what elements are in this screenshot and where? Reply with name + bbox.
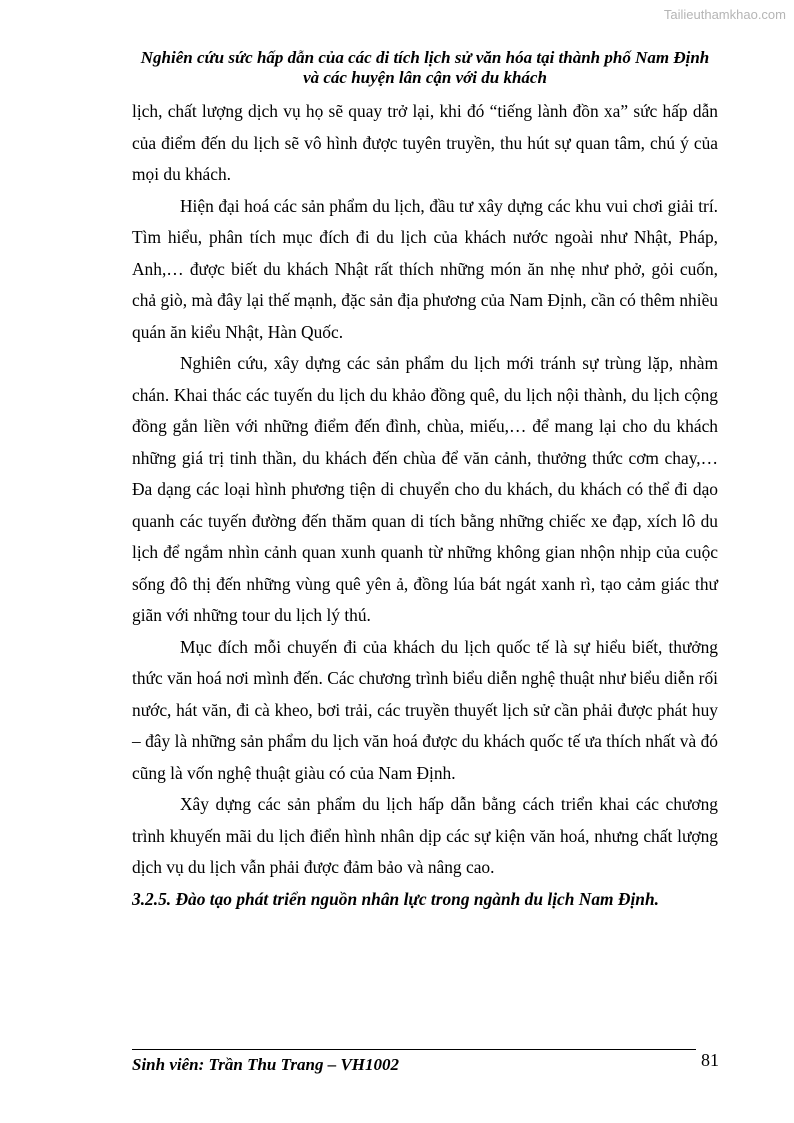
paragraph: Hiện đại hoá các sản phẩm du lịch, đầu tư xây dựng các khu vui chơi giải trí. Tìm hiểu, phân tích mục đích đi du lịch của khách nước ngoài như Nhật, Pháp, Anh,… được biết du khách Nhật rất thích những món ăn nhẹ như phở, gỏi cuốn, chả giò, mà đây lại thế mạnh, đặc sản địa phương của Nam Định, cần có thêm nhiều quán ăn kiểu Nhật, Hàn Quốc.	[132, 195, 718, 342]
section-heading: 3.2.5. Đào tạo phát triển nguồn nhân lực trong ngành du lịch Nam Định.	[132, 888, 659, 909]
document-body	[132, 96, 718, 915]
paragraph-continuation: lịch, chất lượng dịch vụ họ sẽ quay trở lại, khi đó “tiếng lành đồn xa” sức hấp dẫn của điểm đến du lịch sẽ vô hình được tuyên truyền, thu hút sự quan tâm, chú ý của mọi du khách.	[132, 101, 718, 184]
paragraph: Xây dựng các sản phẩm du lịch hấp dẫn bằng cách triển khai các chương trình khuyến mãi du lịch điển hình nhân dịp các sự kiện văn hoá, nhưng chất lượng dịch vụ du lịch vẫn phải được đảm bảo và nâng cao.	[132, 794, 718, 877]
footer-author: Sinh viên: Trần Thu Trang – VH1002	[132, 1055, 400, 1074]
footer-divider	[132, 1049, 696, 1050]
watermark: Tailieuthamkhao.com	[663, 7, 786, 22]
page-number: 81	[701, 1050, 719, 1070]
paragraph: Nghiên cứu, xây dựng các sản phẩm du lịch mới tránh sự trùng lặp, nhàm chán. Khai thác các tuyến du lịch du khảo đồng quê, du lịch nội thành, du lịch cộng đồng gắn liền với những điểm đến đình, chùa, miếu,… để mang lại cho du khách những giá trị tinh thần, du khách đến chùa để văn cảnh, thưởng thức cơm chay,… Đa dạng các loại hình phương tiện di chuyển cho du khách, du khách có thể đi dạo quanh các tuyến đường đến thăm quan di tích bằng những chiếc xe đạp, xích lô du lịch để ngắm nhìn cảnh quan xunh quanh từ những không gian nhộn nhịp của cuộc sống đô thị đến những vùng quê yên ả, đồng lúa bát ngát xanh rì, tạo cảm giác thư giãn với những tour du lịch lý thú.	[132, 353, 718, 625]
page-header-title: Nghiên cứu sức hấp dẫn của các di tích lịch sử văn hóa tại thành phố Nam Định và các huyện lân cận với du khách	[140, 48, 710, 87]
paragraph: Mục đích mỗi chuyến đi của khách du lịch quốc tế là sự hiểu biết, thưởng thức văn hoá nơi mình đến. Các chương trình biểu diễn nghệ thuật như biểu diễn rối nước, hát văn, đi cà kheo, bơi trải, các truyền thuyết lịch sử cần phải được phát huy – đây là những sản phẩm du lịch văn hoá được du khách quốc tế ưa thích nhất và đó cũng là vốn nghệ thuật giàu có của Nam Định.	[132, 636, 718, 783]
